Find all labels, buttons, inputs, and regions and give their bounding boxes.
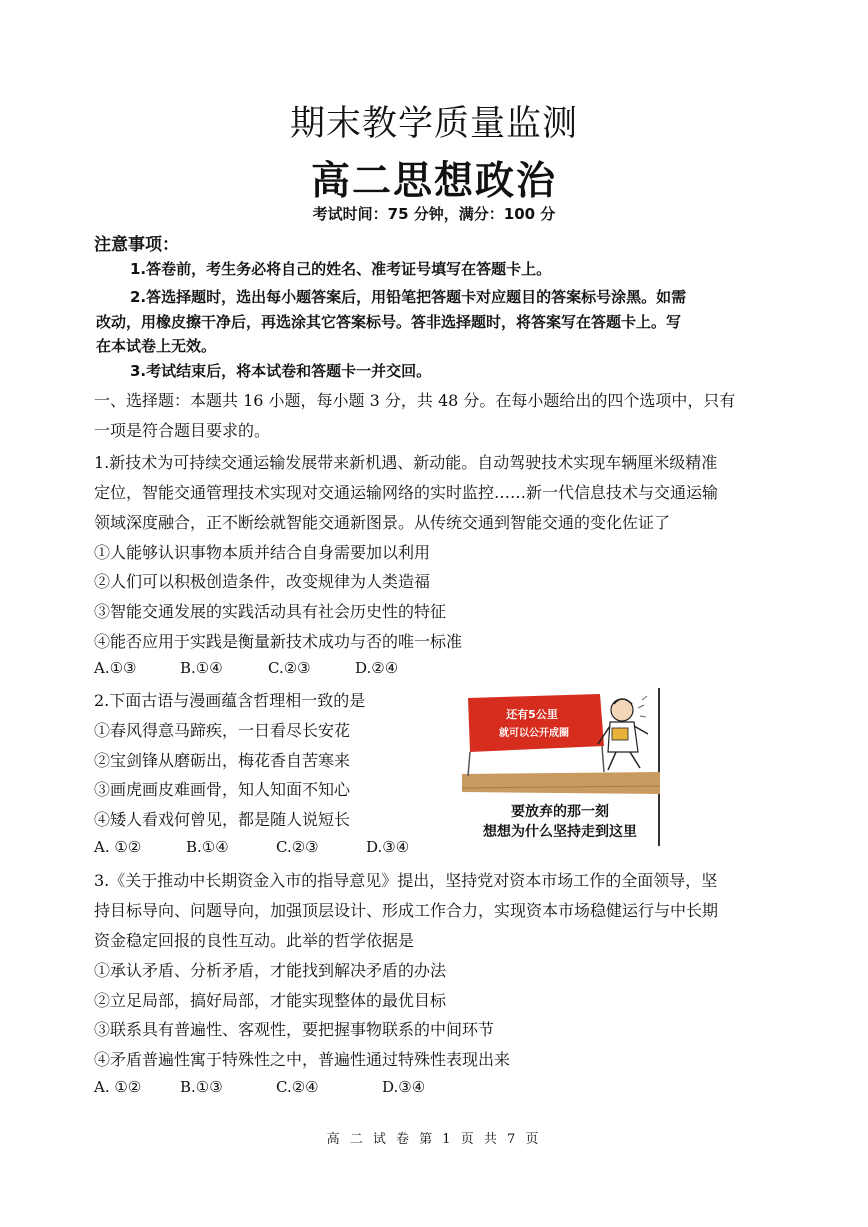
q3-stem-line-1: 3.《关于推动中长期资金入市的指导意见》提出，坚持党对资本市场工作的全面领导，坚 bbox=[94, 871, 718, 890]
notice-heading: 注意事项： bbox=[94, 235, 179, 255]
q3-stem-line-2: 持目标导向、问题导向，加强顶层设计、形成工作合力，实现资本市场稳健运行与中长期 bbox=[94, 901, 719, 920]
notice-item-2-line-3: 在本试卷上无效。 bbox=[96, 337, 217, 355]
q2-statement-3: ③画虎画皮难画骨，知人知面不知心 bbox=[94, 780, 351, 799]
q3-stem-line-3: 资金稳定回报的良性互动。此举的哲学依据是 bbox=[94, 931, 415, 950]
q1-statement-1: ①人能够认识事物本质并结合自身需要加以利用 bbox=[94, 543, 431, 562]
q1-option-a: A.①③ bbox=[94, 659, 137, 677]
cartoon-banner-line-2: 就可以公开成圈 bbox=[499, 728, 569, 739]
subject-title: 高二思想政治 bbox=[310, 159, 557, 204]
q3-option-c: C.②④ bbox=[276, 1078, 319, 1096]
q1-stem-line-2: 定位，智能交通管理技术实现对交通运输网络的实时监控……新一代信息技术与交通运输 bbox=[94, 483, 719, 502]
q2-option-b: B.①④ bbox=[186, 838, 229, 856]
notice-item-2-line-2: 改动，用橡皮擦干净后，再选涂其它答案标号。答非选择题时，将答案写在答题卡上。写 bbox=[96, 313, 682, 331]
q1-statement-2: ②人们可以积极创造条件，改变规律为人类造福 bbox=[94, 572, 431, 591]
q3-option-b: B.①③ bbox=[180, 1078, 223, 1096]
q2-option-a: A. ①② bbox=[94, 838, 142, 856]
q2-statement-1: ①春风得意马蹄疾，一日看尽长安花 bbox=[94, 721, 351, 740]
cartoon-image bbox=[462, 688, 660, 846]
notice-item-3: 3.考试结束后，将本试卷和答题卡一并交回。 bbox=[130, 362, 432, 380]
q3-option-a: A. ①② bbox=[94, 1078, 142, 1096]
q2-option-d: D.③④ bbox=[366, 838, 410, 856]
exam-title: 期末教学质量监测 bbox=[289, 104, 578, 144]
q2-statement-2: ②宝剑锋从磨砺出，梅花香自苦寒来 bbox=[94, 751, 351, 770]
q2-statement-4: ④矮人看戏何曾见，都是随人说短长 bbox=[94, 810, 351, 829]
cartoon-caption-line-2: 想想为什么坚持走到这里 bbox=[483, 824, 637, 840]
q1-option-d: D.②④ bbox=[355, 659, 399, 677]
q1-stem-line-3: 领域深度融合，正不断绘就智能交通新图景。从传统交通到智能交通的变化佐证了 bbox=[94, 513, 671, 532]
exam-info: 考试时间：75 分钟，满分：100 分 bbox=[312, 205, 556, 223]
section-intro-line-2: 一项是符合题目要求的。 bbox=[94, 421, 271, 440]
notice-item-1: 1.答卷前，考生务必将自己的姓名、准考证号填写在答题卡上。 bbox=[130, 260, 552, 278]
q1-statement-3: ③智能交通发展的实践活动具有社会历史性的特征 bbox=[94, 602, 447, 621]
q3-statement-4: ④矛盾普遍性寓于特殊性之中，普遍性通过特殊性表现出来 bbox=[94, 1050, 511, 1069]
cartoon-banner-line-1: 还有5公里 bbox=[506, 708, 558, 721]
q1-option-c: C.②③ bbox=[268, 659, 311, 677]
q3-statement-2: ②立足局部，搞好局部，才能实现整体的最优目标 bbox=[94, 991, 447, 1010]
page-footer: 高 二 试 卷 第 1 页 共 7 页 bbox=[326, 1132, 542, 1147]
section-intro-line-1: 一、选择题：本题共 16 小题，每小题 3 分，共 48 分。在每小题给出的四个选项中，只有 bbox=[94, 391, 736, 410]
q2-stem: 2.下面古语与漫画蕴含哲理相一致的是 bbox=[94, 691, 366, 710]
cartoon-caption-line-1: 要放弃的那一刻 bbox=[511, 804, 609, 820]
q1-option-b: B.①④ bbox=[180, 659, 223, 677]
notice-item-2-line-1: 2.答选择题时，选出每小题答案后，用铅笔把答题卡对应题目的答案标号涂黑。如需 bbox=[130, 288, 687, 306]
q1-stem-line-1: 1.新技术为可持续交通运输发展带来新机遇、新动能。自动驾驶技术实现车辆厘米级精准 bbox=[94, 453, 718, 472]
q3-statement-3: ③联系具有普遍性、客观性，要把握事物联系的中间环节 bbox=[94, 1020, 495, 1039]
q2-option-c: C.②③ bbox=[276, 838, 319, 856]
q1-statement-4: ④能否应用于实践是衡量新技术成功与否的唯一标准 bbox=[94, 632, 463, 651]
q3-statement-1: ①承认矛盾、分析矛盾，才能找到解决矛盾的办法 bbox=[94, 961, 447, 980]
q3-option-d: D.③④ bbox=[382, 1078, 426, 1096]
